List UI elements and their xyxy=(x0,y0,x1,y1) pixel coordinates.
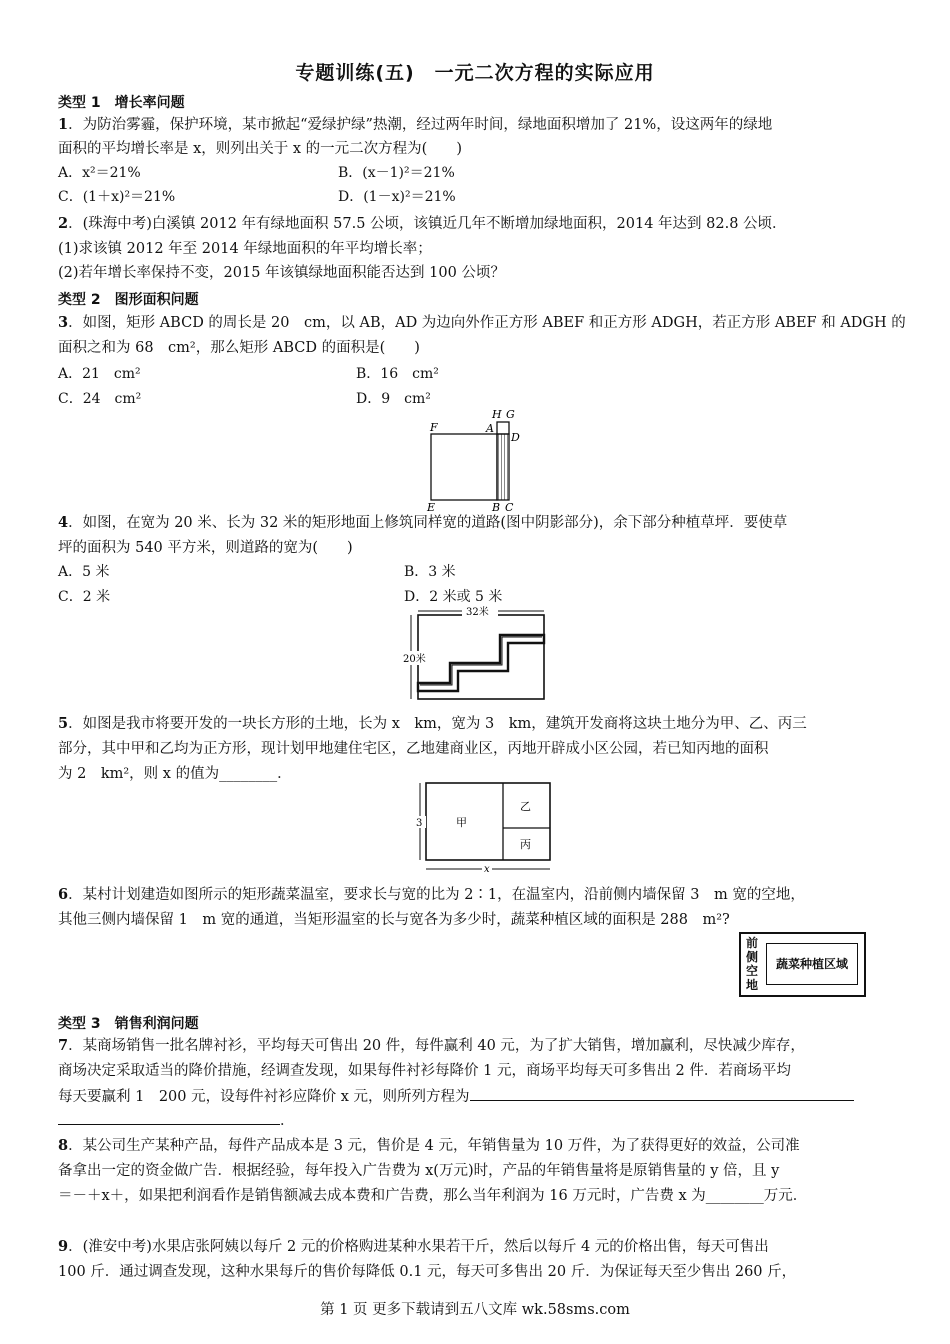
q9-line1 xyxy=(58,1237,894,1257)
q5-line3: 为 2 km²，则 x 的值为________． xyxy=(58,766,292,782)
q5-line2: 部分，其中甲和乙均为正方形，现计划甲地建住宅区，乙地建商业区，丙地开辟成小区公园，若已知丙地的面积 xyxy=(58,741,769,757)
width-label: 3 xyxy=(416,818,423,829)
q6-line1 xyxy=(58,885,894,905)
q4-option-a: A．5 米 xyxy=(58,564,110,580)
q4-option-b: B．3 米 xyxy=(404,564,456,580)
q8-line1 xyxy=(58,1136,894,1156)
q3-option-d: D．9 cm² xyxy=(356,391,431,407)
q4-option-c: C．2 米 xyxy=(58,589,111,605)
region-jia: 甲 xyxy=(456,816,467,829)
rectangle-abcd xyxy=(497,434,509,500)
q1-option-a: A．x²＝21% xyxy=(58,165,141,181)
q4-figure xyxy=(400,605,550,705)
square-abef xyxy=(431,434,497,500)
q5-number: 5 xyxy=(58,715,69,732)
q2-number: 2 xyxy=(58,215,69,232)
q9-line2: 100 斤．通过调查发现，这种水果每斤的售价每降低 0.1 元，每天可多售出 20 斤．为保证每天至少售出 260 斤， xyxy=(58,1264,797,1280)
square-adgh xyxy=(497,422,509,434)
q1-option-c: C．(1＋x)²＝21% xyxy=(58,189,176,205)
q3-option-b: B．16 cm² xyxy=(356,366,439,382)
page-footer: 第 1 页 更多下载请到五八文库 wk.58sms.com xyxy=(320,1302,630,1318)
region-yi: 乙 xyxy=(520,800,531,813)
q3-figure xyxy=(420,405,530,515)
q7-number: 7 xyxy=(58,1037,69,1054)
q4-option-d: D．2 米或 5 米 xyxy=(404,589,503,605)
q7-text4: ． xyxy=(280,1113,295,1129)
length-label: x xyxy=(484,864,490,875)
q7-line1 xyxy=(58,1036,894,1056)
q1-option-d: D．(1－x)²＝21% xyxy=(338,189,456,205)
region-bing: 丙 xyxy=(520,838,531,851)
q3-line2: 面积之和为 68 cm²，那么矩形 ABCD 的面积是( ) xyxy=(58,340,420,356)
q7-answer-blank-2[interactable] xyxy=(58,1110,280,1125)
q7-line4 xyxy=(58,1110,894,1131)
q2-text1: ．(珠海中考)白溪镇 2012 年有绿地面积 57.5 公顷，该镇近几年不断增加绿地面积，2014 年达到 82.8 公顷． xyxy=(68,216,787,232)
q6-line2: 其他三侧内墙保留 1 m 宽的通道，当矩形温室的长与宽各为多少时，蔬菜种植区域的面积是 288 m²? xyxy=(58,912,730,928)
q6-text1: ．某村计划建造如图所示的矩形蔬菜温室，要求长与宽的比为 2∶1，在温室内，沿前侧内墙保留 3 m 宽的空地， xyxy=(68,887,805,903)
q2-line2: (1)求该镇 2012 年至 2014 年绿地面积的年平均增长率； xyxy=(58,241,432,257)
q8-line2: 备拿出一定的资金做广告．根据经验，每年投入广告费为 x(万元)时，产品的年销售量将是原销售量的 y 倍，且 y xyxy=(58,1163,780,1179)
land-rectangle xyxy=(426,783,550,860)
q4-number: 4 xyxy=(58,514,69,531)
section-heading-area: 类型 2 图形面积问题 xyxy=(58,292,199,308)
q8-number: 8 xyxy=(58,1137,69,1154)
q7-answer-blank-1[interactable] xyxy=(470,1086,854,1101)
q5-text1: ．如图是我市将要开发的一块长方形的土地，长为 x km，宽为 3 km，建筑开发商将这块土地分为甲、乙、丙三 xyxy=(68,716,807,732)
q9-number: 9 xyxy=(58,1238,69,1255)
q2-line3: (2)若年增长率保持不变，2015 年该镇绿地面积能否达到 100 公顷？ xyxy=(58,265,505,281)
q4-text1: ．如图，在宽为 20 米、长为 32 米的矩形地面上修筑同样宽的道路(图中阴影部分)，余下部分种植草坪．要使草 xyxy=(68,515,788,531)
planting-area-label: 蔬菜种植区域 xyxy=(766,943,858,985)
q6-figure xyxy=(739,932,866,997)
road-path xyxy=(418,635,544,691)
length-label: 32米 xyxy=(466,607,489,618)
q1-option-b: B．(x－1)²＝21% xyxy=(338,165,455,181)
width-label: 20米 xyxy=(403,654,426,665)
label-g: G xyxy=(506,408,515,421)
label-f: F xyxy=(430,421,438,434)
q1-text1: ．为防治雾霾，保护环境，某市掀起“爱绿护绿”热潮，经过两年时间，绿地面积增加了 21%，设这两年的绿地 xyxy=(68,117,773,133)
q1-line2: 面积的平均增长率是 x，则列出关于 x 的一元二次方程为( ) xyxy=(58,141,462,157)
page-title: 专题训练(五) 一元二次方程的实际应用 xyxy=(295,62,655,84)
q3-number: 3 xyxy=(58,314,69,331)
q3-option-a: A．21 cm² xyxy=(58,366,141,382)
q2-line1 xyxy=(58,214,894,234)
q5-figure xyxy=(404,780,554,880)
q9-text1: ．(淮安中考)水果店张阿姨以每斤 2 元的价格购进某种水果若干斤，然后以每斤 4 元的价格出售，每天可售出 xyxy=(68,1239,769,1255)
q6-number: 6 xyxy=(58,886,69,903)
q1-line1 xyxy=(58,115,894,135)
front-side-label: 前侧空地 xyxy=(746,936,759,992)
q5-line1 xyxy=(58,714,894,734)
q7-text1: ．某商场销售一批名牌衬衫，平均每天可售出 20 件，每件赢利 40 元，为了扩大销售，增加赢利，尽快减少库存， xyxy=(68,1038,805,1054)
q3-option-c: C．24 cm² xyxy=(58,391,142,407)
q7-line3 xyxy=(58,1086,894,1107)
section-heading-profit: 类型 3 销售利润问题 xyxy=(58,1016,199,1032)
q8-text1: ．某公司生产某种产品，每件产品成本是 3 元，售价是 4 元，年销售量为 10 万件，为了获得更好的效益，公司准 xyxy=(68,1138,800,1154)
label-a: A xyxy=(486,422,494,435)
section-heading-growth: 类型 1 增长率问题 xyxy=(58,95,185,111)
road-inner-edge xyxy=(420,637,542,685)
q3-line1 xyxy=(58,313,906,333)
label-e: E xyxy=(427,501,436,514)
label-b: B xyxy=(492,501,501,514)
q8-line3: ＝－＋x＋，如果把利润看作是销售额减去成本费和广告费，那么当年利润为 16 万元时，广告费 x 为________万元． xyxy=(58,1188,808,1204)
label-h: H xyxy=(492,408,502,421)
q7-text3: 每天要赢利 1 200 元，设每件衬衫应降价 x 元，则所列方程为 xyxy=(58,1089,470,1105)
q4-line1 xyxy=(58,513,894,533)
label-d: D xyxy=(511,431,520,444)
q1-number: 1 xyxy=(58,116,69,133)
label-c: C xyxy=(505,501,514,514)
q7-line2: 商场决定采取适当的降价措施，经调查发现，如果每件衬衫每降价 1 元，商场平均每天可多售出 2 件．若商场平均 xyxy=(58,1063,791,1079)
q3-text1: ．如图，矩形 ABCD 的周长是 20 cm，以 AB，AD 为边向外作正方形 ABEF 和正方形 ADGH，若正方形 ABEF 和 ADGH 的 xyxy=(68,315,906,331)
q4-line2: 坪的面积为 540 平方米，则道路的宽为( ) xyxy=(58,540,353,556)
